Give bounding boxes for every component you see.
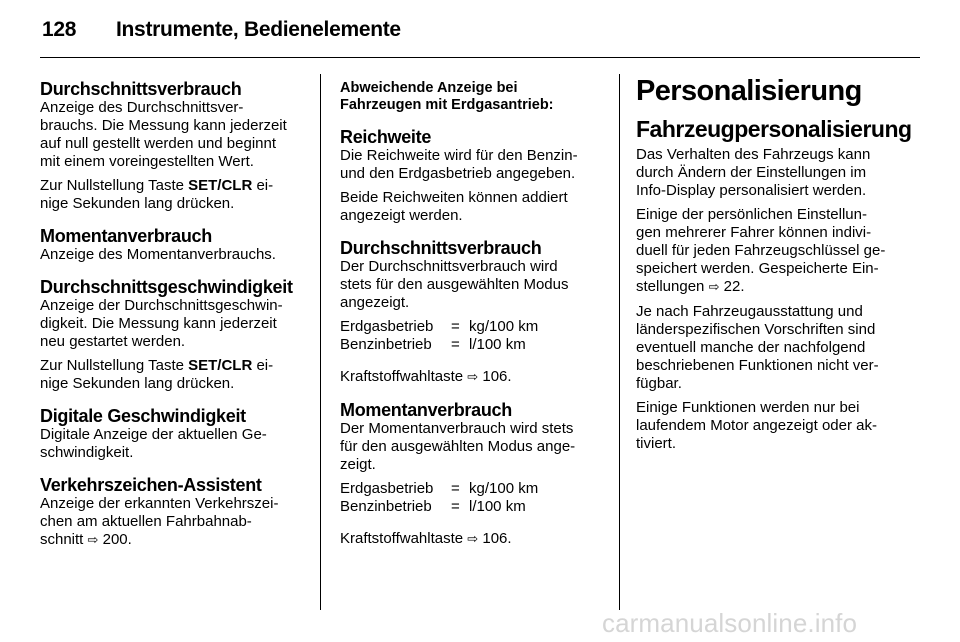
text-line: zeigt. bbox=[340, 456, 376, 473]
text-line: stets für den ausgewählten Modus bbox=[340, 276, 569, 293]
text-line: Der Momentanverbrauch wird stets bbox=[340, 420, 574, 437]
heading-digitale-geschwindigkeit: Digitale Geschwindigkeit bbox=[40, 406, 246, 426]
text-line: schnitt ⇨ 200. bbox=[40, 531, 132, 548]
reset-instruction: Zur Nullstellung Taste SET/CLR ei- bbox=[40, 357, 274, 374]
intro-heading: Fahrzeugen mit Erdgasantrieb: bbox=[340, 97, 554, 113]
header-divider bbox=[40, 57, 920, 58]
intro-heading: Abweichende Anzeige bei bbox=[340, 80, 518, 96]
unit-table bbox=[340, 318, 602, 354]
column-2 bbox=[340, 76, 602, 549]
reset-instruction: Zur Nullstellung Taste SET/CLR ei- bbox=[40, 177, 274, 194]
heading-momentanverbrauch: Momentanverbrauch bbox=[40, 226, 212, 246]
text-line: neu gestartet werden. bbox=[40, 333, 186, 350]
arrow-reference-icon: ⇨ bbox=[467, 532, 479, 547]
arrow-reference-icon: ⇨ bbox=[708, 280, 720, 295]
column-divider-1 bbox=[320, 74, 321, 610]
text-line: Einige Funktionen werden nur bei bbox=[636, 399, 860, 416]
heading-verkehrszeichen-assistent: Verkehrszeichen-Assistent bbox=[40, 475, 262, 495]
section-subtitle: Fahrzeugpersonalisierung bbox=[636, 116, 912, 142]
text-line: beschriebenen Funktionen nicht ver- bbox=[636, 357, 879, 374]
watermark: carmanualsonline.info bbox=[602, 608, 858, 638]
text-line: Das Verhalten des Fahrzeugs kann bbox=[636, 146, 871, 163]
text-line: durch Ändern der Einstellungen im bbox=[636, 164, 867, 181]
text-line: für den ausgewählten Modus ange- bbox=[340, 438, 576, 455]
text-line: digkeit. Die Messung kann jederzeit bbox=[40, 315, 277, 332]
text-line: und den Erdgasbetrieb angegeben. bbox=[340, 165, 576, 182]
page-reference-link[interactable]: ⇨ 200. bbox=[87, 531, 132, 548]
text-line: fügbar. bbox=[636, 375, 682, 392]
text-line: Anzeige des Durchschnittsver- bbox=[40, 99, 244, 116]
text-line: speichert werden. Gespeicherte Ein- bbox=[636, 260, 879, 277]
heading-durchschnittsgeschwindigkeit: Durchschnittsgeschwindigkeit bbox=[40, 277, 293, 297]
column-3 bbox=[636, 75, 912, 453]
set-clr-key: SET/CLR bbox=[188, 177, 253, 194]
unit-table bbox=[340, 480, 602, 516]
text-line: laufendem Motor angezeigt oder ak- bbox=[636, 417, 877, 434]
page-reference-link[interactable]: ⇨ 106. bbox=[467, 368, 512, 385]
text-line: Der Durchschnittsverbrauch wird bbox=[340, 258, 558, 275]
table-row: Benzinbetrieb = l/100 km bbox=[340, 336, 526, 353]
text-line: Info-Display personalisiert werden. bbox=[636, 182, 867, 199]
text-line: Anzeige der erkannten Verkehrszei- bbox=[40, 495, 279, 512]
text-line: duell für jeden Fahrzeugschlüssel ge- bbox=[636, 242, 886, 259]
text-line: eventuell manche der nachfolgend bbox=[636, 339, 866, 356]
text-line: Digitale Anzeige der aktuellen Ge- bbox=[40, 426, 267, 443]
text-line: nige Sekunden lang drücken. bbox=[40, 195, 235, 212]
text-line: chen am aktuellen Fahrbahnab- bbox=[40, 513, 252, 530]
text-line: nige Sekunden lang drücken. bbox=[40, 375, 235, 392]
chapter-title: Instrumente, Bedienelemente bbox=[116, 18, 401, 41]
text-line: Je nach Fahrzeugausstattung und bbox=[636, 303, 863, 320]
set-clr-key: SET/CLR bbox=[188, 357, 253, 374]
column-1 bbox=[40, 76, 308, 550]
heading-reichweite: Reichweite bbox=[340, 127, 432, 147]
text-line: angezeigt werden. bbox=[340, 207, 463, 224]
reference-line: Kraftstoffwahltaste ⇨ 106. bbox=[340, 368, 512, 385]
text-line: Einige der persönlichen Einstellun- bbox=[636, 206, 867, 223]
section-title: Personalisierung bbox=[636, 75, 862, 107]
arrow-reference-icon: ⇨ bbox=[467, 370, 479, 385]
text-line: tiviert. bbox=[636, 435, 677, 452]
text-line: schwindigkeit. bbox=[40, 444, 134, 461]
reference-line: Kraftstoffwahltaste ⇨ 106. bbox=[340, 530, 512, 547]
text-line: gen mehrerer Fahrer können indivi- bbox=[636, 224, 872, 241]
page-number: 128 bbox=[42, 18, 77, 41]
text-line: Beide Reichweiten können addiert bbox=[340, 189, 568, 206]
page-header bbox=[40, 18, 920, 52]
arrow-reference-icon: ⇨ bbox=[87, 533, 99, 548]
heading-durchschnittsverbrauch: Durchschnittsverbrauch bbox=[40, 79, 242, 99]
text-line: Anzeige der Durchschnittsgeschwin- bbox=[40, 297, 283, 314]
text-line: angezeigt. bbox=[340, 294, 410, 311]
table-row: Erdgasbetrieb = kg/100 km bbox=[340, 480, 539, 497]
text-line: mit einem voreingestellten Wert. bbox=[40, 153, 254, 170]
page-reference-link[interactable]: ⇨ 106. bbox=[467, 530, 512, 547]
text-line: länderspezifischen Vorschriften sind bbox=[636, 321, 876, 338]
column-divider-2 bbox=[619, 74, 620, 610]
text-line: brauchs. Die Messung kann jederzeit bbox=[40, 117, 287, 134]
text-line: Die Reichweite wird für den Benzin- bbox=[340, 147, 578, 164]
table-row: Erdgasbetrieb = kg/100 km bbox=[340, 318, 539, 335]
text-line: auf null gestellt werden und beginnt bbox=[40, 135, 277, 152]
page-reference-link[interactable]: ⇨ 22. bbox=[708, 278, 745, 295]
text-line: Anzeige des Momentanverbrauchs. bbox=[40, 246, 276, 263]
table-row: Benzinbetrieb = l/100 km bbox=[340, 498, 526, 515]
text-line: stellungen ⇨ 22. bbox=[636, 278, 745, 295]
heading-momentanverbrauch: Momentanverbrauch bbox=[340, 400, 512, 420]
heading-durchschnittsverbrauch: Durchschnittsverbrauch bbox=[340, 238, 542, 258]
